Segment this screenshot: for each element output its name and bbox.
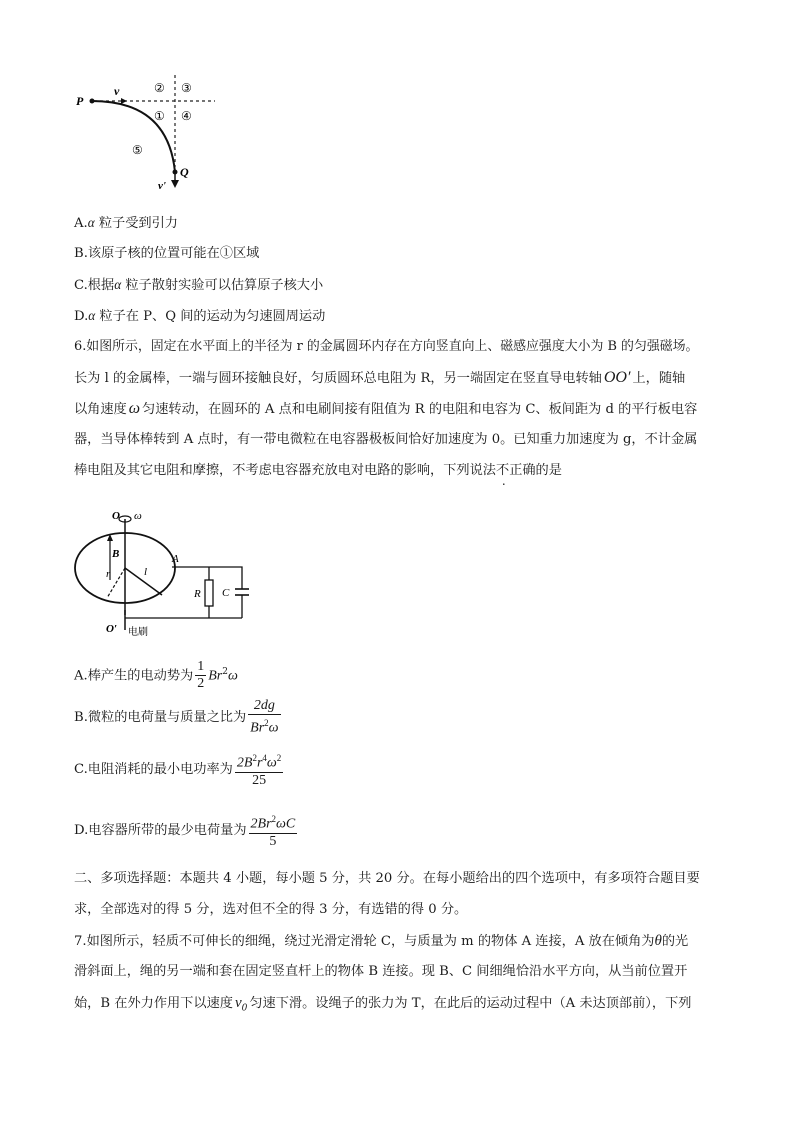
axis-oo-symbol: OO′ <box>603 369 631 386</box>
numerator-part: ωC <box>276 816 296 832</box>
rotating-rod-circuit-figure <box>72 505 257 640</box>
fraction-numerator <box>249 811 298 834</box>
q7-line-3-text: 始，B 在外力作用下以速度 <box>74 996 233 1011</box>
q6-line-3 <box>74 400 697 419</box>
point-q <box>173 170 178 175</box>
q6-line-2-tail: 上，随轴 <box>632 371 686 386</box>
q7-line-2: 滑斜面上，绳的另一端和套在固定竖直杆上的物体 B 连接。现 B、C 间细绳恰沿水平方向，从当前位置开 <box>74 964 688 979</box>
alpha-symbol: α <box>114 277 122 292</box>
region-4: ④ <box>181 109 192 123</box>
exponent: 2 <box>271 814 277 824</box>
q7-line-1-tail: 的光 <box>661 934 689 949</box>
label-v: v <box>114 84 120 98</box>
label-p: P <box>76 94 84 108</box>
denominator-part: Br <box>250 720 265 736</box>
q5-option-d-prefix: D. <box>74 309 89 324</box>
charge-mass-ratio-fraction <box>248 698 280 737</box>
fraction-numerator: 1 <box>197 659 205 675</box>
fraction-numerator: 2dg <box>248 698 280 715</box>
fraction-denominator <box>248 715 280 737</box>
omega-symbol: ω <box>268 720 279 736</box>
q6-line-3-text: 以角速度 <box>74 402 127 417</box>
label-brush: 电刷 <box>128 627 148 638</box>
omega-symbol: ω <box>227 668 238 684</box>
entry-arrow-head <box>121 98 127 104</box>
q6-line-3-tail: 匀速转动，在圆环的 A 点和电刷间接有阻值为 R 的电阻和电容为 C、板间距为 d 的平行板电容 <box>142 402 698 417</box>
fraction-one-half <box>195 659 206 692</box>
q6-option-a-prefix: A.棒产生的电动势为 <box>74 668 194 684</box>
fraction-numerator <box>235 750 283 773</box>
region-3: ③ <box>181 81 192 95</box>
omega-symbol: ω <box>266 755 277 771</box>
velocity-symbol: v <box>234 995 242 1011</box>
q6-line-5 <box>74 462 562 480</box>
numerator-part: 2Br <box>250 816 272 832</box>
q6-option-c <box>74 750 285 789</box>
exponent: 2 <box>252 753 257 763</box>
q6-line-2-text: 长为 l 的金属棒，一端与圆环接触良好，匀质圆环总电阻为 R，另一端固定在竖直导电转轴 <box>74 371 602 386</box>
alpha-symbol: α <box>87 215 95 230</box>
region-1: ① <box>154 109 165 123</box>
exponent: 4 <box>262 753 267 763</box>
fraction-denominator: 2 <box>197 676 205 692</box>
q7-line-3 <box>74 994 691 1018</box>
top-wire <box>172 567 242 580</box>
label-r: r <box>106 568 111 580</box>
q5-option-b: B.该原子核的位置可能在①区域 <box>74 246 260 261</box>
min-power-fraction <box>235 750 283 789</box>
exponent: 2 <box>276 753 282 763</box>
exponent: 2 <box>264 718 269 728</box>
exponent: 2 <box>222 667 228 677</box>
label-resistor: R <box>194 588 201 600</box>
min-charge-fraction <box>249 811 298 850</box>
q6-option-d-prefix: D.电容器所带的最少电荷量为 <box>74 822 247 838</box>
q5-option-d <box>74 307 325 326</box>
region-5: ⑤ <box>132 143 143 157</box>
q5-option-a-prefix: A. <box>74 216 88 231</box>
q6-line-1: 6.如图所示，固定在水平面上的半径为 r 的金属圆环内存在方向竖直向上、磁感应强度大小为 B 的匀强磁场。 <box>74 339 699 354</box>
q5-option-d-text: 粒子在 P、Q 间的运动为匀速圆周运动 <box>95 309 326 324</box>
exit-arrow-head <box>171 180 179 188</box>
velocity-subscript: 0 <box>241 1003 248 1014</box>
label-omega: ω <box>134 510 142 522</box>
q6-line-5-tail: 正确的是 <box>509 463 562 478</box>
alpha-trajectory-figure <box>70 72 220 197</box>
label-l: l <box>144 566 148 578</box>
label-o-prime: O′ <box>106 623 118 635</box>
q5-option-c-prefix: C.根据 <box>74 278 115 293</box>
section-2-line-1: 二、多项选择题：本题共 4 小题，每小题 5 分，共 20 分。在每小题给出的四个选项中，有多项符合题目要 <box>74 871 700 886</box>
fraction-denominator: 5 <box>269 833 277 849</box>
q7-line-1 <box>74 932 688 951</box>
label-v-prime: v' <box>158 180 166 192</box>
q5-option-a <box>74 214 178 233</box>
q5-option-c-text: 粒子散射实验可以估算原子核大小 <box>121 278 324 293</box>
q5-option-a-text: 粒子受到引力 <box>94 216 178 231</box>
numerator-part: 2B <box>236 755 253 771</box>
q7-line-1-text: 7.如图所示，轻质不可伸长的细绳，绕过光滑定滑轮 C，与质量为 m 的物体 A 连接，A 放在倾角为 <box>74 934 655 949</box>
emf-expression: Br <box>208 668 223 684</box>
q6-line-2 <box>74 369 685 388</box>
emphasized-not: 不 <box>496 463 510 478</box>
q7-line-3-tail: 匀速下滑。设绳子的张力为 T，在此后的运动过程中（A 未达顶部前），下列 <box>249 996 692 1011</box>
section-2-line-2: 求，全部选对的得 5 分，选对但不全的得 3 分，有选错的得 0 分。 <box>74 902 468 917</box>
q6-option-d <box>74 811 299 850</box>
numerator-part: r <box>256 755 263 771</box>
q6-option-b-prefix: B.微粒的电荷量与质量之比为 <box>74 709 247 725</box>
resistor <box>205 580 213 606</box>
q6-option-b <box>74 698 283 737</box>
point-p <box>90 99 95 104</box>
q6-option-a <box>74 654 238 694</box>
region-2: ② <box>154 81 165 95</box>
theta-symbol: θ <box>654 933 662 949</box>
label-b: B <box>112 548 120 560</box>
q5-option-c <box>74 276 323 295</box>
q6-line-4: 器，当导体棒转到 A 点时，有一带电微粒在电容器极板间恰好加速度为 0。已知重力加速度为 g，不计金属 <box>74 432 698 447</box>
alpha-symbol: α <box>88 308 96 323</box>
label-q: Q <box>180 165 189 179</box>
fraction-denominator: 25 <box>252 772 267 788</box>
q6-option-c-prefix: C.电阻消耗的最小电功率为 <box>74 761 233 777</box>
label-capacitor: C <box>222 587 230 599</box>
q6-line-5-text: 棒电阻及其它电阻和摩擦，不考虑电容器充放电对电路的影响，下列说法 <box>74 463 496 478</box>
label-o: O <box>112 510 120 522</box>
label-a: A <box>172 553 179 565</box>
omega-symbol: ω <box>128 400 141 417</box>
